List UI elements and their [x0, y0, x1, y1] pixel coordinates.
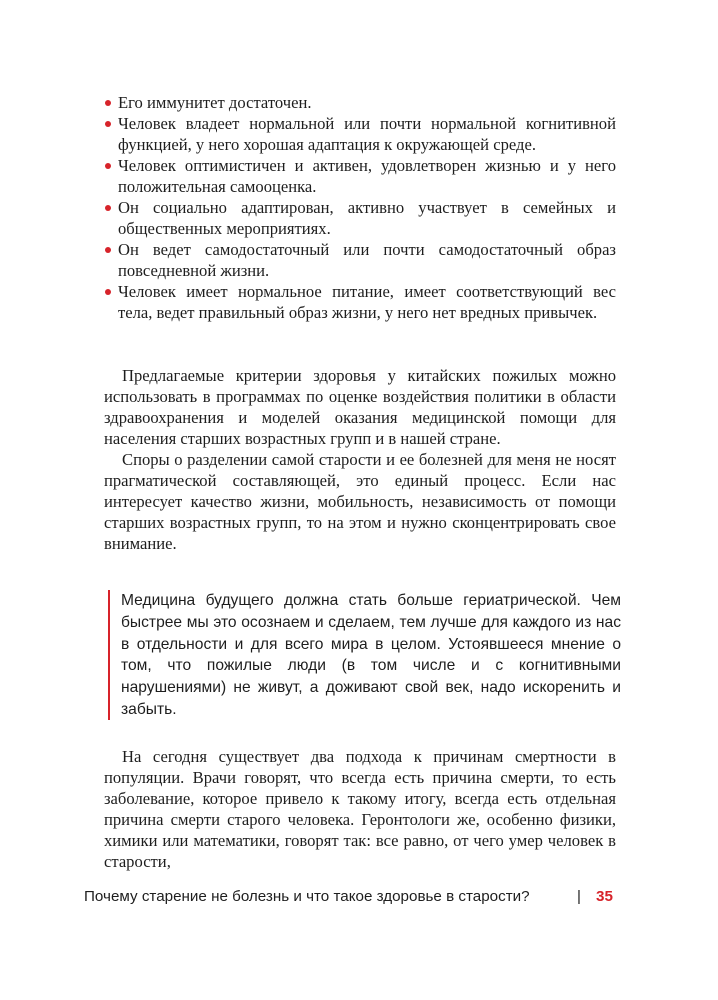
running-footer: [0, 886, 718, 910]
bullet-item: [104, 239, 616, 281]
bullet-item: [104, 197, 616, 239]
bullet-dot-icon: [105, 100, 111, 106]
criteria-bullet-list: [104, 92, 616, 323]
bullet-item: [104, 113, 616, 155]
paragraph: На сегодня существует два подхода к причинам смертности в популяции. Врачи говорят, что всегда есть причина смерти, то есть заболевание, которое привело к такому итогу, всегда есть отдельная причина смерти старого человека. Геронтологи же, особенно физики, химики или математики, говорят так: все равно, от чего умер человек в старости,: [104, 747, 616, 871]
bullet-dot-icon: [105, 163, 111, 169]
body-paragraphs-after-quote: [104, 746, 616, 872]
bullet-dot-icon: [105, 205, 111, 211]
bullet-dot-icon: [105, 247, 111, 253]
bullet-dot-icon: [105, 121, 111, 127]
footer-chapter-title: Почему старение не болезнь и что такое здоровье в старости?: [84, 888, 530, 905]
bullet-text: Человек имеет нормальное питание, имеет соответствующий вес тела, ведет правильный образ жизни, у него нет вредных привычек.: [118, 282, 616, 322]
quote-accent-bar: [108, 590, 110, 720]
paragraph: Споры о разделении самой старости и ее болезней для меня не носят прагматической составляющей, это единый процесс. Если нас интересует качество жизни, мобильность, независимость от помощи старших возрастных групп, то на этом и нужно сконцентрировать свое внимание.: [104, 450, 616, 553]
pull-quote: [108, 590, 621, 720]
bullet-text: Он социально адаптирован, активно участвует в семейных и общественных мероприятиях.: [118, 198, 616, 238]
bullet-item: [104, 281, 616, 323]
bullet-item: [104, 92, 616, 113]
bullet-text: Его иммунитет достаточен.: [118, 93, 312, 112]
bullet-item: [104, 155, 616, 197]
footer-separator: |: [577, 888, 581, 905]
page-number: 35: [596, 888, 613, 905]
bullet-dot-icon: [105, 289, 111, 295]
bullet-text: Он ведет самодостаточный или почти самодостаточный образ повседневной жизни.: [118, 240, 616, 280]
quote-text: Медицина будущего должна стать больше гериатрической. Чем быстрее мы это осознаем и сделаем, тем лучше для каждого из нас в отдельности и для всего мира в целом. Устоявшееся мнение о том, что пожилые люди (в том числе и с когнитивными нарушениями) не живут, а доживают свой век, надо искоренить и забыть.: [121, 592, 621, 718]
bullet-text: Человек оптимистичен и активен, удовлетворен жизнью и у него положительная самооценка.: [118, 156, 616, 196]
bullet-text: Человек владеет нормальной или почти нормальной когнитивной функцией, у него хорошая адаптация к окружающей среде.: [118, 114, 616, 154]
body-paragraphs: [104, 365, 616, 554]
paragraph: Предлагаемые критерии здоровья у китайских пожилых можно использовать в программах по оценке воздействия политики в области здравоохранения и моделей оказания медицинской помощи для населения старших возрастных групп и в нашей стране.: [104, 366, 616, 448]
